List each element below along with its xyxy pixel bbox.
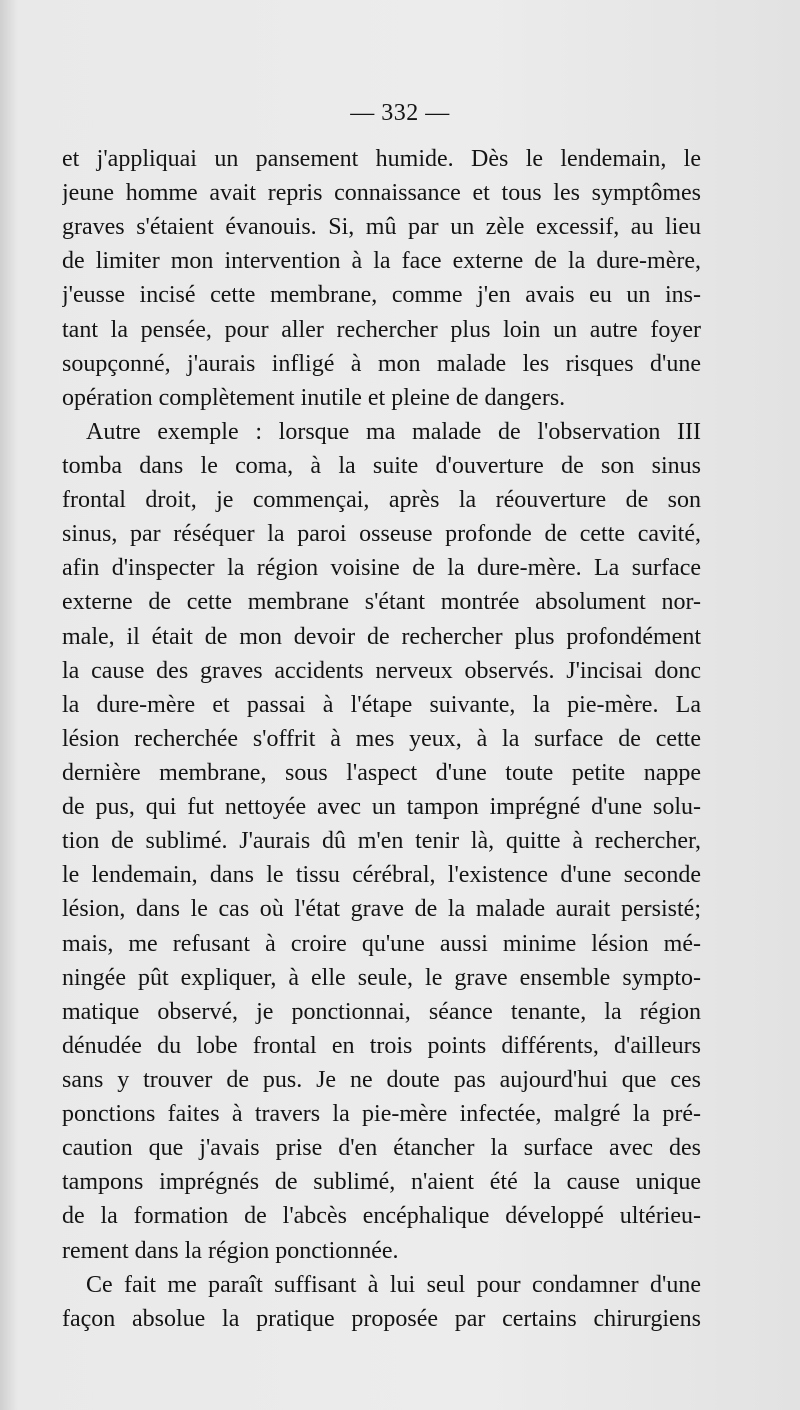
text-line: le lendemain, dans le tissu cérébral, l'existence d'une seconde (62, 862, 701, 889)
text-line: de la formation de l'abcès encéphalique développé ultérieu- (62, 1203, 701, 1230)
text-line: façon absolue la pratique proposée par certains chirurgiens (62, 1305, 701, 1332)
text-line: lésion recherchée s'offrit à mes yeux, à la surface de cette (62, 725, 701, 752)
text-line: lésion, dans le cas où l'état grave de la malade aurait persisté; (62, 896, 701, 923)
text-line: la dure-mère et passai à l'étape suivante, la pie-mère. La (62, 691, 701, 718)
text-line: frontal droit, je commençai, après la réouverture de son (62, 487, 701, 514)
text-line: de limiter mon intervention à la face externe de la dure-mère, (62, 248, 701, 275)
text-line: externe de cette membrane s'étant montrée absolument nor- (62, 589, 701, 616)
text-line: ningée pût expliquer, à elle seule, le grave ensemble sympto- (62, 964, 701, 991)
text-line: male, il était de mon devoir de rechercher plus profondément (62, 623, 701, 650)
body-text (62, 142, 701, 1336)
text-line: j'eusse incisé cette membrane, comme j'en avais eu un ins- (62, 282, 701, 309)
text-line: rement dans la région ponctionnée. (62, 1237, 399, 1264)
text-line: et j'appliquai un pansement humide. Dès le lendemain, le (62, 146, 701, 172)
text-line: opération complètement inutile et pleine de dangers. (62, 384, 566, 411)
text-line: de pus, qui fut nettoyée avec un tampon imprégné d'une solu- (62, 794, 701, 821)
text-line: soupçonné, j'aurais infligé à mon malade les risques d'une (62, 350, 701, 377)
text-line: Ce fait me paraît suffisant à lui seul pour condamner d'une (86, 1271, 701, 1298)
text-line: sinus, par réséquer la paroi osseuse profonde de cette cavité, (62, 521, 701, 548)
text-line: dernière membrane, sous l'aspect d'une toute petite nappe (62, 759, 701, 786)
text-line: tampons imprégnés de sublimé, n'aient été la cause unique (62, 1169, 701, 1196)
text-line: sans y trouver de pus. Je ne doute pas aujourd'hui que ces (62, 1066, 701, 1093)
text-line: la cause des graves accidents nerveux observés. J'incisai donc (62, 657, 701, 684)
text-line: ponctions faites à travers la pie-mère infectée, malgré la pré- (62, 1101, 701, 1128)
text-line: tant la pensée, pour aller rechercher plus loin un autre foyer (62, 316, 701, 343)
text-line: jeune homme avait repris connaissance et tous les symptômes (62, 180, 701, 207)
text-line: matique observé, je ponctionnai, séance tenante, la région (62, 998, 701, 1025)
text-line: mais, me refusant à croire qu'une aussi minime lésion mé- (62, 930, 701, 957)
text-line: tion de sublimé. J'aurais dû m'en tenir là, quitte à rechercher, (62, 828, 701, 855)
text-line: dénudée du lobe frontal en trois points différents, d'ailleurs (62, 1032, 701, 1059)
text-line: graves s'étaient évanouis. Si, mû par un zèle excessif, au lieu (62, 214, 701, 241)
text-line: Autre exemple : lorsque ma malade de l'observation III (86, 418, 701, 445)
text-line: tomba dans le coma, à la suite d'ouverture de son sinus (62, 452, 701, 479)
text-line: afin d'inspecter la région voisine de la dure-mère. La surface (62, 555, 701, 582)
page-number: — 332 — (350, 100, 450, 126)
text-line: caution que j'avais prise d'en étancher la surface avec des (62, 1135, 701, 1162)
